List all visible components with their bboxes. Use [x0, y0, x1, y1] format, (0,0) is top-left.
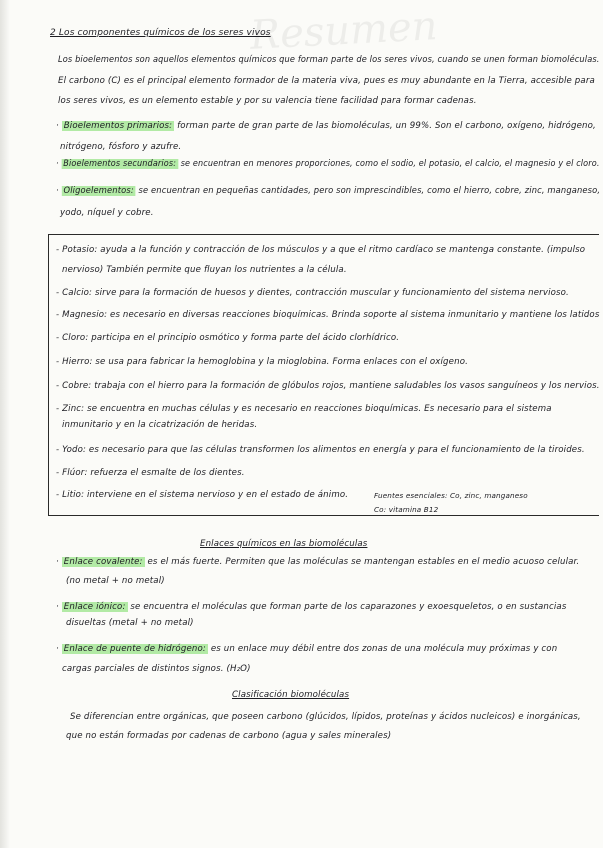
- box-line-cobre: - Cobre: trabaja con el hierro para la formación de glóbulos rojos, mantiene saludables los vasos sanguíneos y los nervios.: [56, 381, 600, 391]
- covalente-text-1: es el más fuerte. Permiten que las moléculas se mantengan estables en el medio acuoso celular.: [147, 557, 580, 567]
- box-line-fluor: - Flúor: refuerza el esmalte de los dientes.: [56, 468, 245, 478]
- box-line-zinc-2: inmunitario y en la cicatrización de heridas.: [62, 420, 258, 430]
- box-line-potasio-2: nervioso) También permite que fluyan los nutrientes a la célula.: [62, 265, 347, 275]
- box-line-potasio: - Potasio: ayuda a la función y contracción de los músculos y a que el ritmo cardíaco se mantenga constante. (impulso: [56, 245, 586, 255]
- oligo-line-1: · Oligoelementos: se encuentran en pequeñas cantidades, pero son imprescindibles, como el hierro, cobre, zinc, manganeso,: [56, 186, 601, 196]
- box-line-calcio: - Calcio: sirve para la formación de huesos y dientes, contracción muscular y funcionamiento del sistema nervioso.: [56, 288, 569, 298]
- box-line-magnesio: - Magnesio: es necesario en diversas reacciones bioquímicas. Brinda soporte al sistema inmunitario y mantiene los latidos: [56, 310, 600, 320]
- primarios-label: Bioelementos primarios:: [63, 121, 173, 131]
- oligo-text-2: yodo, níquel y cobre.: [60, 208, 154, 218]
- ionico-text-1: se encuentra el moléculas que forman parte de los caparazones y exoesqueletos, o en sustancias: [130, 602, 567, 612]
- clasificacion-line-2: que no están formadas por cadenas de carbono (agua y sales minerales): [66, 731, 392, 741]
- hidrogeno-line-1: · Enlace de puente de hidrógeno: es un enlace muy débil entre dos zonas de una molécula muy próximas y con: [56, 644, 558, 654]
- hidrogeno-text-2: cargas parciales de distintos signos. (H₂O): [62, 664, 251, 674]
- covalente-line-1: · Enlace covalente: es el más fuerte. Permiten que las moléculas se mantengan estables en el medio acuoso celular.: [56, 557, 580, 567]
- secundarios-line: · Bioelementos secundarios: se encuentran en menores proporciones, como el sodio, el potasio, el calcio, el magnesio y el cloro.: [56, 159, 600, 169]
- intro-line-1: Los bioelementos son aquellos elementos químicos que forman parte de los seres vivos, cuando se unen forman biomoléculas.: [58, 55, 600, 65]
- scan-edge: [0, 0, 10, 848]
- section-heading: 2 Los componentes químicos de los seres vivos: [50, 28, 271, 38]
- primarios-text-1: forman parte de gran parte de las biomoléculas, un 99%. Son el carbono, oxígeno, hidrógeno,: [177, 121, 596, 131]
- box-note-1: Fuentes esenciales: Co, zinc, manganeso: [374, 491, 528, 500]
- oligo-label: Oligoelementos:: [63, 186, 134, 196]
- intro-line-3: los seres vivos, es un elemento estable y por su valencia tiene facilidad para formar cadenas.: [58, 96, 477, 106]
- primarios-text-2: nitrógeno, fósforo y azufre.: [60, 142, 182, 152]
- ionico-line-1: · Enlace iónico: se encuentra el moléculas que forman parte de los caparazones y exoesqueletos, o en sustancias: [56, 602, 567, 612]
- hidrogeno-label: Enlace de puente de hidrógeno:: [63, 644, 206, 654]
- box-line-yodo: - Yodo: es necesario para que las células transformen los alimentos en energía y para el funcionamiento de la tiroides.: [56, 445, 585, 455]
- box-line-zinc: - Zinc: se encuentra en muchas células y es necesario en reacciones bioquímicas. Es necesario para el sistema: [56, 404, 552, 414]
- clasificacion-line-1: Se diferencian entre orgánicas, que poseen carbono (glúcidos, lípidos, proteínas y ácidos nucleicos) e inorgánicas,: [70, 712, 581, 722]
- covalente-text-2: (no metal + no metal): [66, 576, 165, 586]
- hidrogeno-text-1: es un enlace muy débil entre dos zonas de una molécula muy próximas y con: [210, 644, 558, 654]
- intro-line-2: El carbono (C) es el principal elemento formador de la materia viva, pues es muy abundante en la Tierra, accesible para: [58, 76, 595, 86]
- box-line-litio: - Litio: interviene en el sistema nervioso y en el estado de ánimo.: [56, 490, 349, 500]
- clasificacion-title: Clasificación biomoléculas: [232, 690, 350, 700]
- covalente-label: Enlace covalente:: [63, 557, 143, 567]
- ionico-text-2: disueltas (metal + no metal): [66, 618, 194, 628]
- box-line-cloro: - Cloro: participa en el principio osmótico y forma parte del ácido clorhídrico.: [56, 333, 400, 343]
- box-line-hierro: - Hierro: se usa para fabricar la hemoglobina y la mioglobina. Forma enlaces con el oxígeno.: [56, 357, 468, 367]
- ionico-label: Enlace iónico:: [63, 602, 126, 612]
- bleed-through-heading: Resumen: [248, 3, 439, 59]
- box-note-2: Co: vitamina B12: [374, 505, 439, 514]
- enlaces-title: Enlaces químicos en las biomoléculas: [200, 539, 368, 549]
- secundarios-label: Bioelementos secundarios:: [63, 159, 177, 169]
- primarios-line-1: · Bioelementos primarios: forman parte de gran parte de las biomoléculas, un 99%. Son el carbono, oxígeno, hidrógeno,: [56, 121, 596, 131]
- secundarios-text: se encuentran en menores proporciones, como el sodio, el potasio, el calcio, el magnesio y el cloro.: [180, 159, 600, 169]
- oligo-text-1: se encuentran en pequeñas cantidades, pero son imprescindibles, como el hierro, cobre, zinc, manganeso,: [138, 186, 601, 196]
